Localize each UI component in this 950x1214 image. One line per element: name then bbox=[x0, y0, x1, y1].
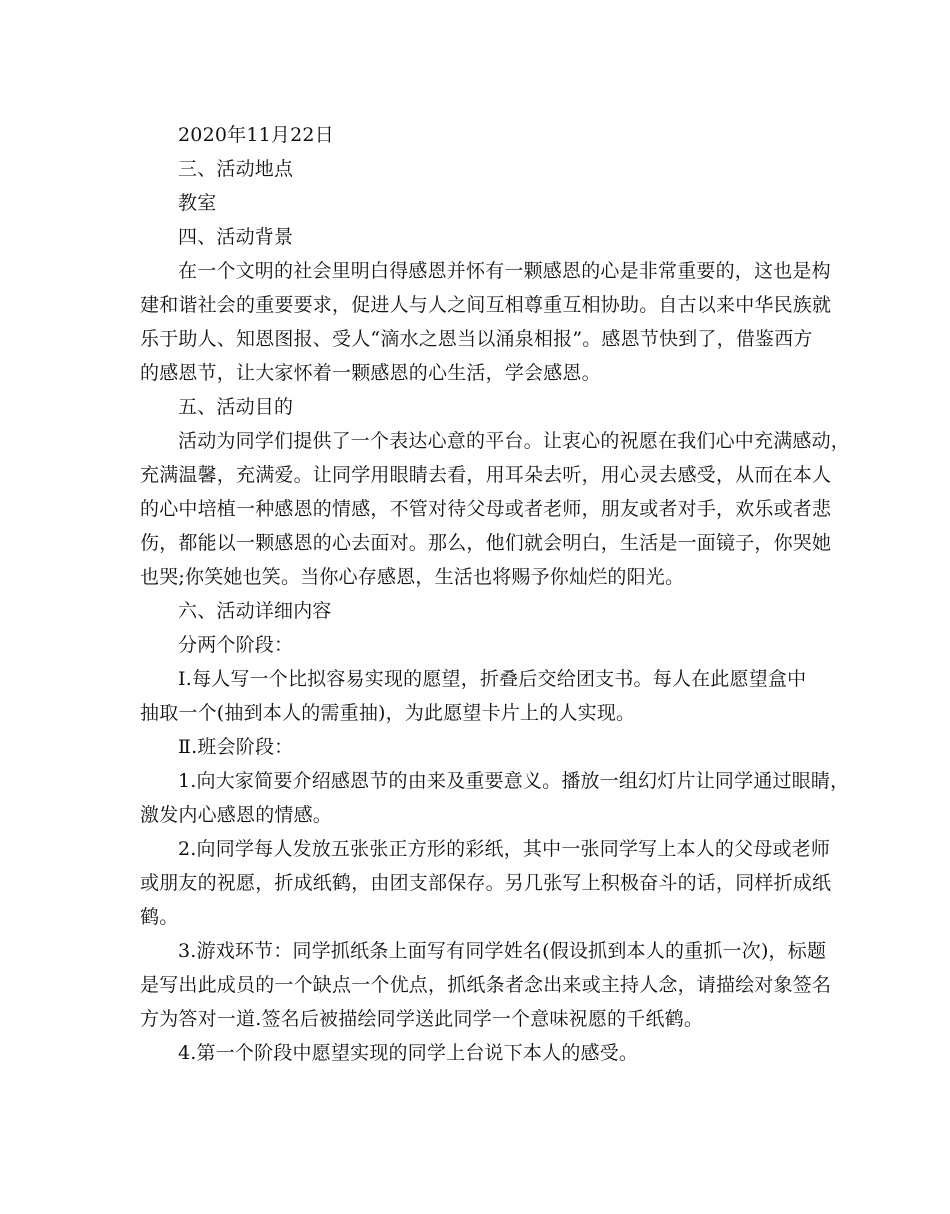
section-heading-background: 四、活动背景 bbox=[178, 226, 294, 248]
paragraph-line: 3.游戏环节：同学抓纸条上面写有同学姓名(假设抓到本人的重抓一次)，标题 bbox=[178, 940, 827, 962]
paragraph-line: 或朋友的祝愿，折成纸鹤，由团支部保存。另几张写上积极奋斗的话，同样折成纸 bbox=[140, 872, 832, 894]
paragraph-line: 的心中培植一种感恩的情感，不管对待父母或者老师，朋友或者对手，欢乐或者悲 bbox=[140, 498, 832, 520]
section-heading-purpose: 五、活动目的 bbox=[178, 396, 294, 418]
paragraph-line: Ⅰ.每人写一个比拟容易实现的愿望，折叠后交给团支书。每人在此愿望盒中 bbox=[178, 668, 807, 690]
paragraph-line: 激发内心感恩的情感。 bbox=[140, 804, 333, 826]
purpose-paragraph bbox=[140, 424, 851, 594]
document-body bbox=[140, 118, 851, 1070]
stage-two-heading: Ⅱ.班会阶段： bbox=[178, 736, 294, 758]
paragraph-line: 抽取一个(抽到本人的需重抽)，为此愿望卡片上的人实现。 bbox=[140, 702, 636, 724]
paragraph-line: 1.向大家简要介绍感恩节的由来及重要意义。播放一组幻灯片让同学通过眼睛， bbox=[178, 770, 850, 792]
activity-date: 2020年11月22日 bbox=[178, 124, 334, 146]
paragraph-line: 2.向同学每人发放五张张正方形的彩纸，其中一张同学写上本人的父母或老师 bbox=[178, 838, 831, 860]
paragraph-line: 的感恩节，让大家怀着一颗感恩的心生活，学会感恩。 bbox=[140, 362, 601, 384]
section-heading-details: 六、活动详细内容 bbox=[178, 600, 332, 622]
location-text: 教室 bbox=[178, 192, 217, 214]
paragraph-line: 乐于助人、知恩图报、受人“滴水之恩当以涌泉相报”。感恩节快到了，借鉴西方 bbox=[140, 328, 813, 350]
paragraph-line: 在一个文明的社会里明白得感恩并怀有一颗感恩的心是非常重要的，这也是构 bbox=[178, 260, 831, 282]
stages-intro: 分两个阶段： bbox=[178, 634, 294, 656]
list-item-4: 4.第一个阶段中愿望实现的同学上台说下本人的感受。 bbox=[178, 1042, 639, 1064]
stage-one-paragraph bbox=[140, 662, 830, 730]
list-item-2 bbox=[140, 832, 830, 934]
paragraph-line: 建和谐社会的重要要求，促进人与人之间互相尊重互相协助。自古以来中华民族就 bbox=[140, 294, 832, 316]
paragraph-line: 方为答对一道.签名后被描绘同学送此同学一个意味祝愿的千纸鹤。 bbox=[140, 1008, 704, 1030]
paragraph-line: 伤，都能以一颗感恩的心去面对。那么，他们就会明白，生活是一面镜子，你哭她 bbox=[140, 532, 832, 554]
paragraph-line: 也哭;你笑她也笑。当你心存感恩，生活也将赐予你灿烂的阳光。 bbox=[140, 566, 685, 588]
paragraph-line: 充满温馨，充满爱。让同学用眼睛去看，用耳朵去听，用心灵去感受，从而在本人 bbox=[140, 464, 832, 486]
section-heading-location: 三、活动地点 bbox=[178, 158, 294, 180]
paragraph-line: 鹤。 bbox=[140, 906, 179, 928]
background-paragraph bbox=[140, 254, 830, 390]
list-item-3 bbox=[140, 934, 830, 1036]
paragraph-line: 是写出此成员的一个缺点一个优点，抓纸条者念出来或主持人念，请描绘对象签名 bbox=[140, 974, 832, 996]
paragraph-line: 活动为同学们提供了一个表达心意的平台。让衷心的祝愿在我们心中充满感动， bbox=[178, 430, 851, 452]
list-item-1 bbox=[140, 764, 850, 832]
